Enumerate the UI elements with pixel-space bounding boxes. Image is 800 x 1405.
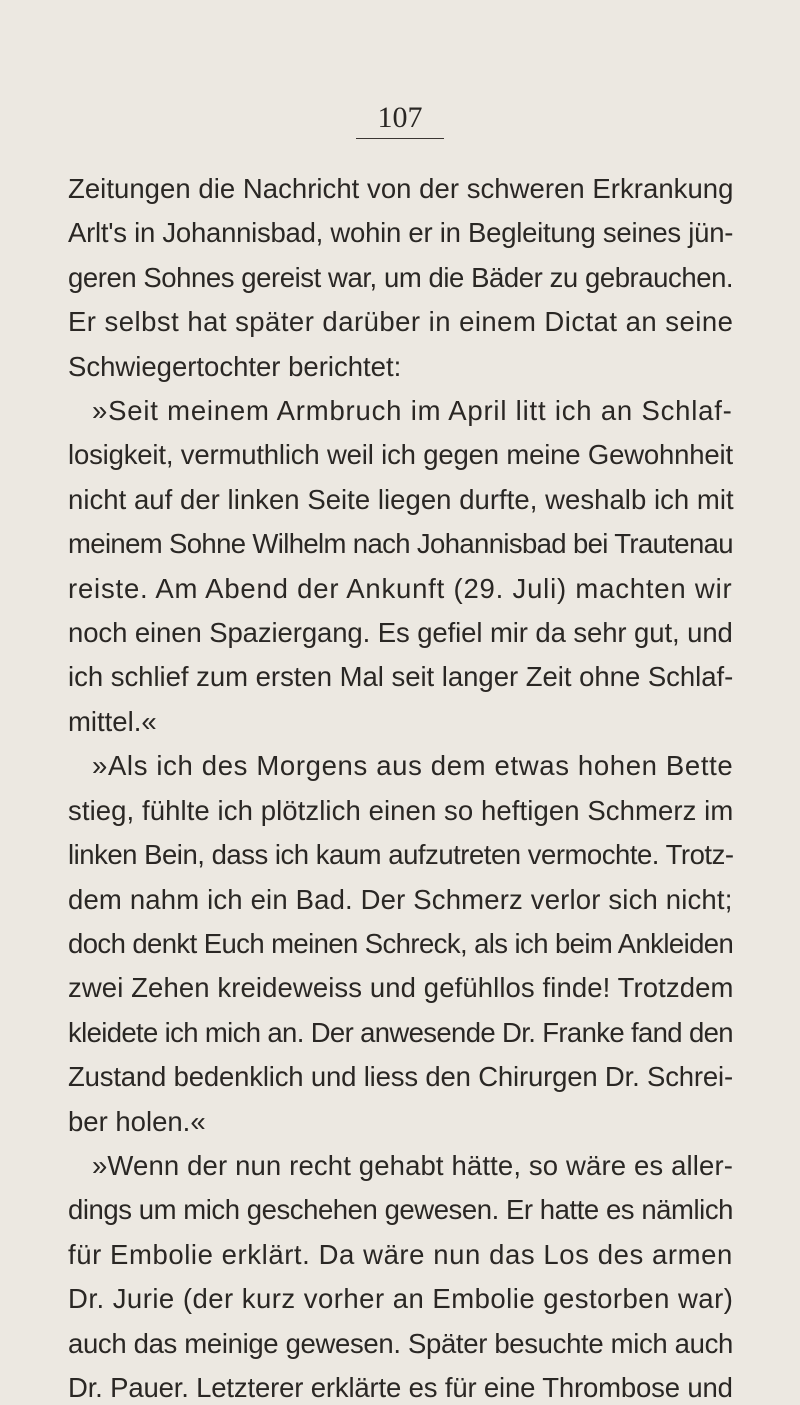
text-line: Schwiegertochter berichtet: — [68, 351, 402, 382]
text-line: reiste. Am Abend der Ankunft (29. Juli) machten wir — [68, 573, 733, 604]
text-line: ber holen.« — [68, 1106, 206, 1137]
text-line: »Als ich des Morgens aus dem etwas hohen Bette — [92, 750, 734, 781]
text-line: doch denkt Euch meinen Schreck, als ich beim Ankleiden — [68, 928, 734, 959]
text-line: Zustand bedenklich und liess den Chirurgen Dr. Schrei- — [68, 1061, 733, 1092]
text-line: meinem Sohne Wilhelm nach Johannisbad bei Trautenau — [68, 528, 733, 559]
text-line: linken Bein, dass ich kaum aufzutreten vermochte. Trotz- — [68, 839, 734, 870]
text-line: noch einen Spaziergang. Es gefiel mir da sehr gut, und — [68, 617, 733, 648]
page-number: 107 — [356, 100, 444, 139]
text-line: Zeitungen die Nachricht von der schweren Erkrankung — [68, 173, 734, 204]
text-line: ich schlief zum ersten Mal seit langer Zeit ohne Schlaf- — [68, 661, 734, 692]
text-line: dem nahm ich ein Bad. Der Schmerz verlor sich nicht; — [68, 884, 733, 915]
text-line: auch das meinige gewesen. Später besuchte mich auch — [68, 1328, 733, 1359]
text-line: Er selbst hat später darüber in einem Dictat an seine — [68, 306, 734, 337]
text-line: dings um mich geschehen gewesen. Er hatte es nämlich — [68, 1194, 733, 1225]
text-line: Dr. Pauer. Letzterer erklärte es für eine Thrombose und — [68, 1372, 733, 1403]
text-line: geren Sohnes gereist war, um die Bäder zu gebrauchen. — [68, 262, 734, 293]
text-line: zwei Zehen kreideweiss und gefühllos finde! Trotzdem — [68, 972, 734, 1003]
text-line: Dr. Jurie (der kurz vorher an Embolie gestorben war) — [68, 1283, 734, 1314]
text-line: Arlt's in Johannisbad, wohin er in Begleitung seines jün- — [68, 217, 734, 248]
text-line: mittel.« — [68, 706, 157, 737]
text-line: »Seit meinem Armbruch im April litt ich an Schlaf- — [92, 395, 733, 426]
text-line: losigkeit, vermuthlich weil ich gegen meine Gewohnheit — [68, 439, 733, 470]
text-line: kleidete ich mich an. Der anwesende Dr. Franke fand den — [68, 1017, 733, 1048]
text-line: stieg, fühlte ich plötzlich einen so heftigen Schmerz im — [68, 795, 734, 826]
text-line: »Wenn der nun recht gehabt hätte, so wäre es aller- — [92, 1150, 734, 1181]
text-line: für Embolie erklärt. Da wäre nun das Los des armen — [68, 1239, 733, 1270]
text-line: nicht auf der linken Seite liegen durfte, weshalb ich mit — [68, 484, 734, 515]
